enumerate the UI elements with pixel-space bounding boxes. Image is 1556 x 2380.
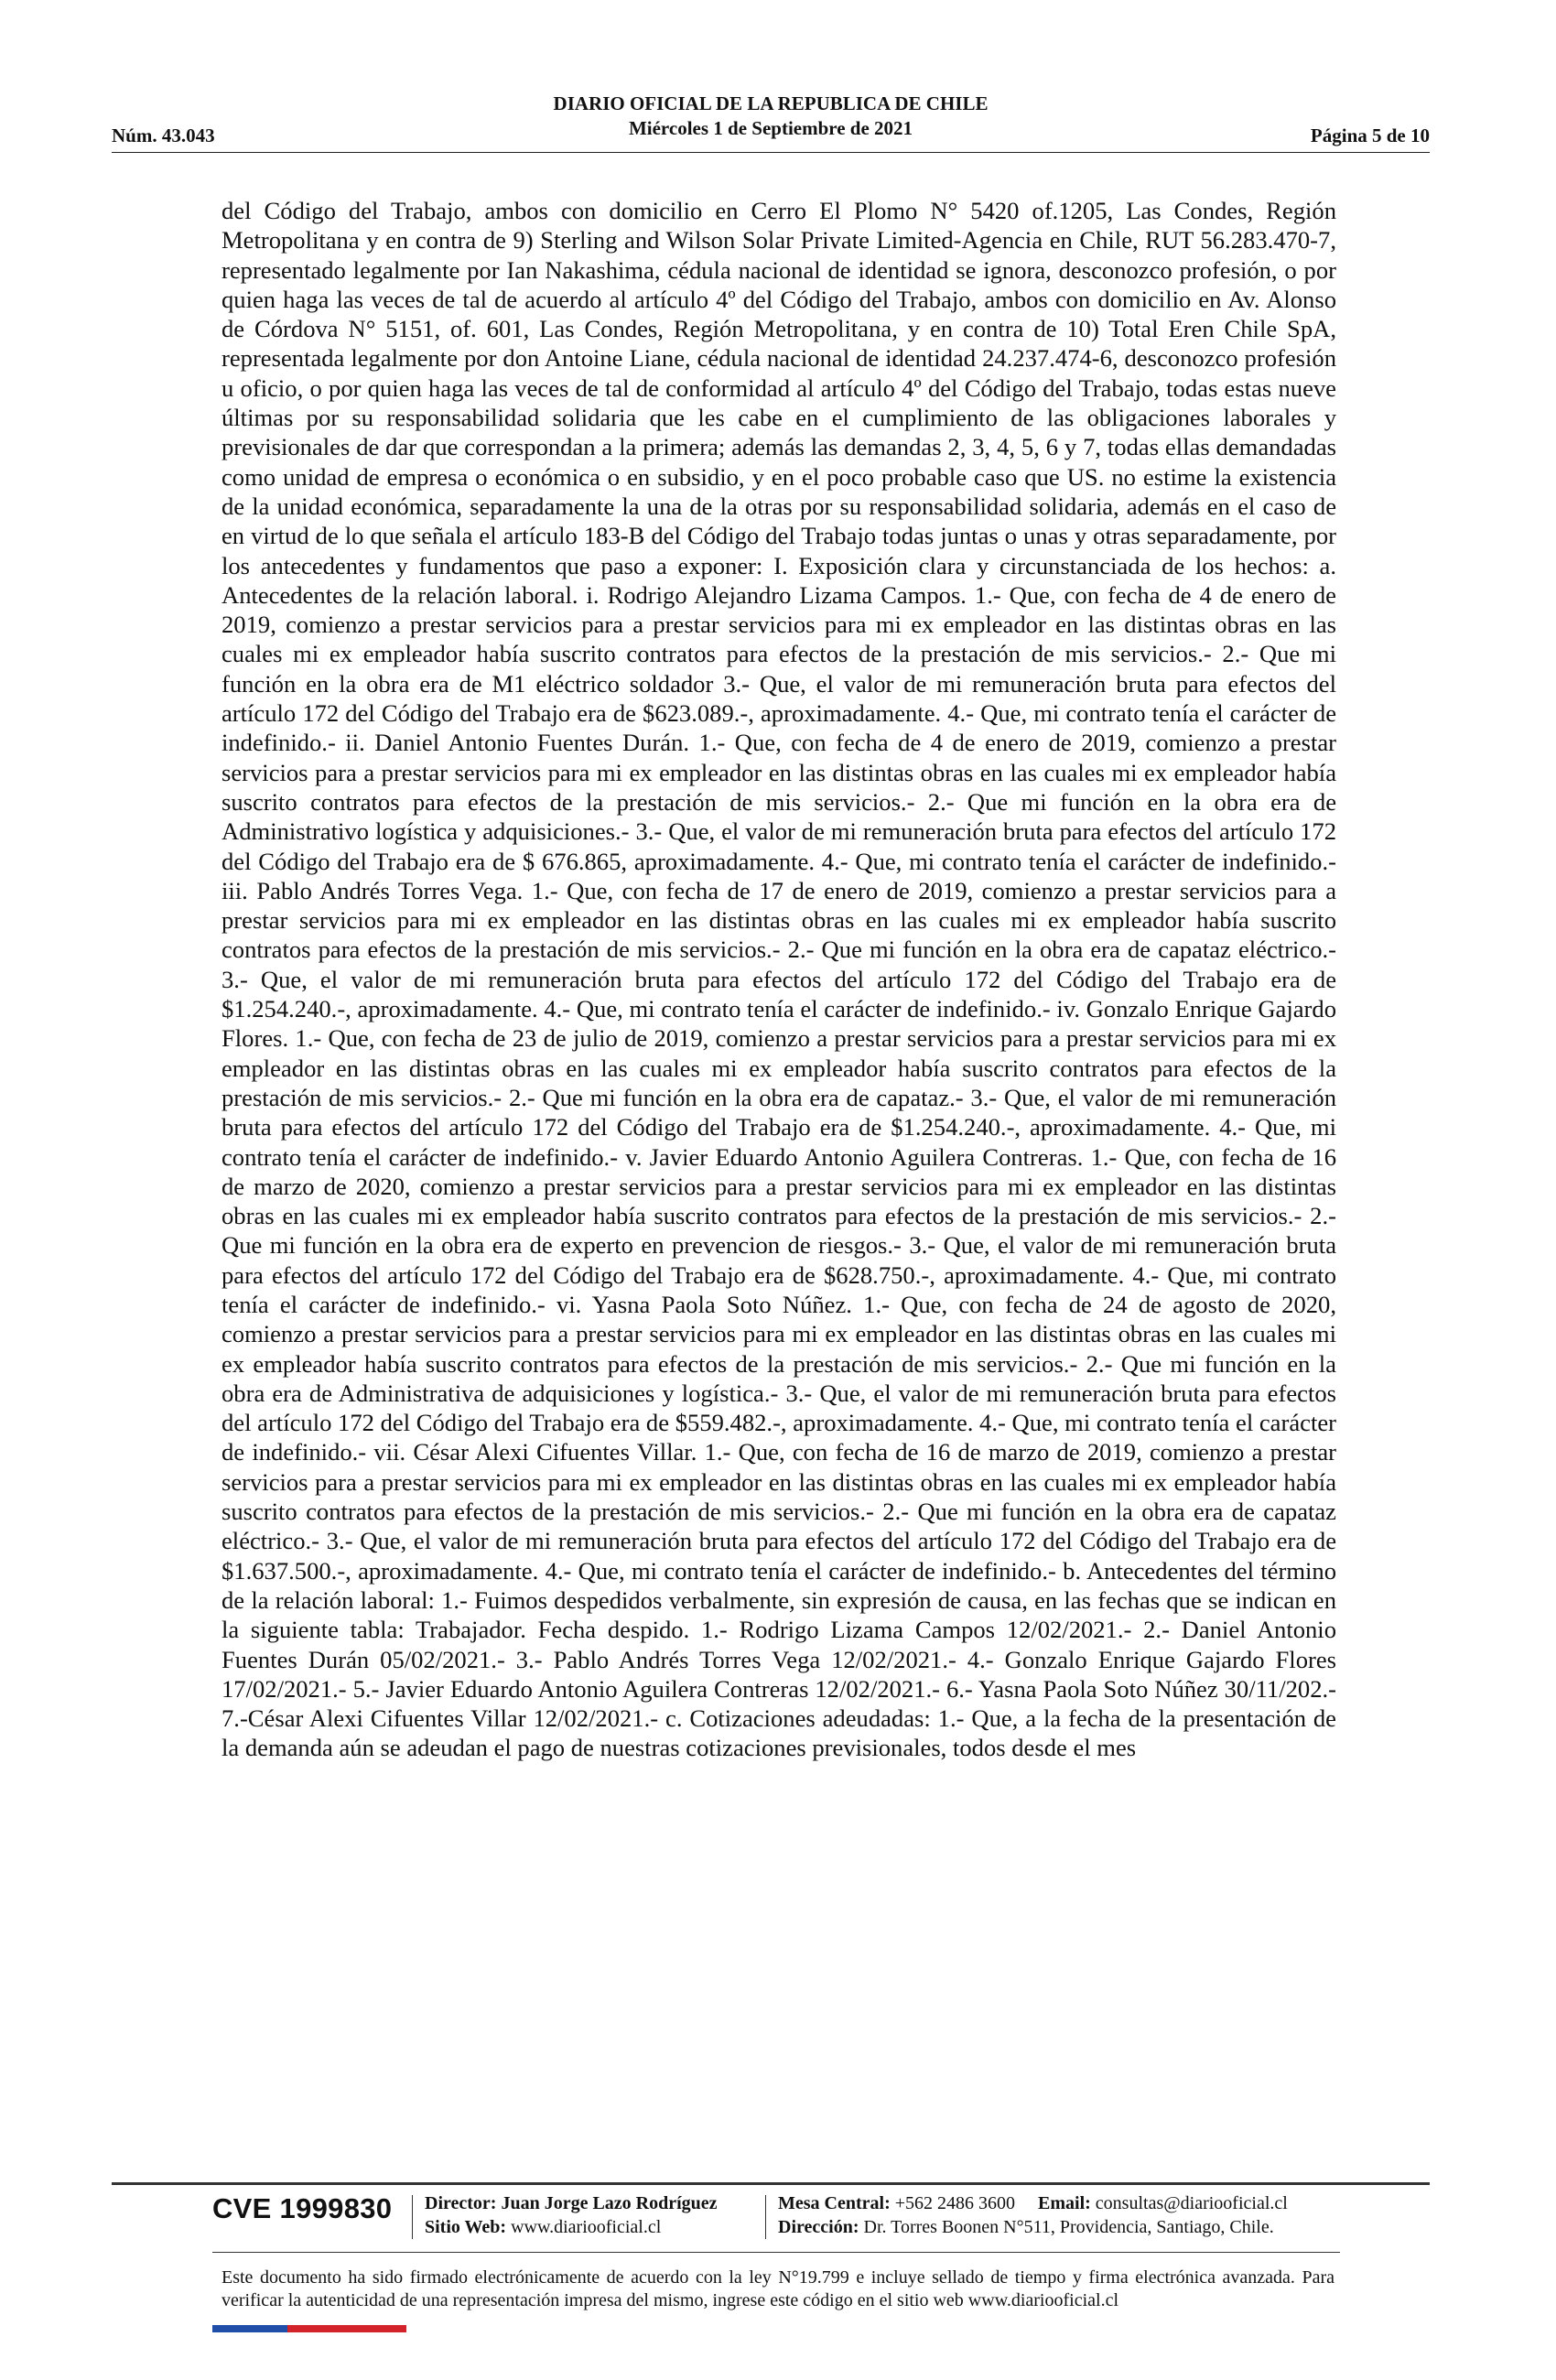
- address: Dr. Torres Boonen N°511, Providencia, Santiago, Chile.: [863, 2217, 1274, 2237]
- website-link[interactable]: www.diariooficial.cl: [511, 2217, 662, 2237]
- header-divider: [112, 152, 1430, 153]
- footer-divider: [212, 2252, 1340, 2253]
- page-header: [112, 92, 1430, 150]
- flag-blue-segment: [212, 2325, 287, 2332]
- email-label: Email:: [1038, 2193, 1091, 2213]
- body-text: del Código del Trabajo, ambos con domicilio en Cerro El Plomo N° 5420 of.1205, Las Condes, Región Metropolitana y en contra de 9) Sterling and Wilson Solar Private Limited-Agencia en Chile, RUT 56.283.470-7, representado legalmente por Ian Nakashima, cédula nacional de identidad se ignora, desconozco profesión, o por quien haga las veces de tal de acuerdo al artículo 4º del Código del Trabajo, ambos con domicilio en Av. Alonso de Córdova N° 5151, of. 601, Las Condes, Región Metropolitana, y en contra de 10) Total Eren Chile SpA, representada legalmente por don Antoine Liane, cédula nacional de identidad 24.237.474-6, desconozco profesión u oficio, o por quien haga las veces de tal de conformidad al artículo 4º del Código del Trabajo, todas estas nueve últimas por su responsabilidad solidaria que les cabe en el cumplimiento de las obligaciones laborales y previsionales de dar que correspondan a la primera; además las demandas 2, 3, 4, 5, 6 y 7, todas ellas demandadas como unidad de empresa o económica o en subsidio, y en el poco probable caso que US. no estime la existencia de la unidad económica, separadamente la una de la otras por su responsabilidad solidaria, además en el caso de en virtud de lo que señala el artículo 183-B del Código del Trabajo todas juntas o unas y otras separadamente, por los antecedentes y fundamentos que paso a exponer: I. Exposición clara y circunstanciada de los hechos: a. Antecedentes de la relación laboral. i. Rodrigo Alejandro Lizama Campos. 1.- Que, con fecha de 4 de enero de 2019, comienzo a prestar servicios para a prestar servicios para mi ex empleador en las distintas obras en las cuales mi ex empleador había suscrito contratos para efectos de la prestación de mis servicios.- 2.- Que mi función en la obra era de M1 eléctrico soldador 3.- Que, el valor de mi remuneración bruta para efectos del artículo 172 del Código del Trabajo era de $623.089.-, aproximadamente. 4.- Que, mi contrato tenía el carácter de indefinido.- ii. Daniel Antonio Fuentes Durán. 1.- Que, con fecha de 4 de enero de 2019, comienzo a prestar servicios para a prestar servicios para mi ex empleador en las distintas obras en las cuales mi ex empleador había suscrito contratos para efectos de la prestación de mis servicios.- 2.- Que mi función en la obra era de Administrativo logística y adquisiciones.- 3.- Que, el valor de mi remuneración bruta para efectos del artículo 172 del Código del Trabajo era de $ 676.865, aproximadamente. 4.- Que, mi contrato tenía el carácter de indefinido.- iii. Pablo Andrés Torres Vega. 1.- Que, con fecha de 17 de enero de 2019, comienzo a prestar servicios para a prestar servicios para mi ex empleador en las distintas obras en las cuales mi ex empleador había suscrito contratos para efectos de la prestación de mis servicios.- 2.- Que mi función en la obra era de capataz eléctrico.- 3.- Que, el valor de mi remuneración bruta para efectos del artículo 172 del Código del Trabajo era de $1.254.240.-, aproximadamente. 4.- Que, mi contrato tenía el carácter de indefinido.- iv. Gonzalo Enrique Gajardo Flores. 1.- Que, con fecha de 23 de julio de 2019, comienzo a prestar servicios para a prestar servicios para mi ex empleador en las distintas obras en las cuales mi ex empleador había suscrito contratos para efectos de la prestación de mis servicios.- 2.- Que mi función en la obra era de capataz.- 3.- Que, el valor de mi remuneración bruta para efectos del artículo 172 del Código del Trabajo era de $1.254.240.-, aproximadamente. 4.- Que, mi contrato tenía el carácter de indefinido.- v. Javier Eduardo Antonio Aguilera Contreras. 1.- Que, con fecha de 16 de marzo de 2020, comienzo a prestar servicios para a prestar servicios para mi ex empleador en las distintas obras en las cuales mi ex empleador había suscrito contratos para efectos de la prestación de mis servicios.- 2.- Que mi función en la obra era de experto en prevencion de riesgos.- 3.- Que, el valor de mi remuneración bruta para efectos del artículo 172 del Código del Trabajo era de $628.750.-, aproximadamente. 4.- Que, mi contrato tenía el carácter de indefinido.- vi. Yasna Paola Soto Núñez. 1.- Que, con fecha de 24 de agosto de 2020, comienzo a prestar servicios para a prestar servicios para mi ex empleador en las distintas obras en las cuales mi ex empleador había suscrito contratos para efectos de la prestación de mis servicios.- 2.- Que mi función en la obra era de Administrativa de adquisiciones y logística.- 3.- Que, el valor de mi remuneración bruta para efectos del artículo 172 del Código del Trabajo era de $559.482.-, aproximadamente. 4.- Que, mi contrato tenía el carácter de indefinido.- vii. César Alexi Cifuentes Villar. 1.- Que, con fecha de 16 de marzo de 2019, comienzo a prestar servicios para a prestar servicios para mi ex empleador en las distintas obras en las cuales mi ex empleador había suscrito contratos para efectos de la prestación de mis servicios.- 2.- Que mi función en la obra era de capataz eléctrico.- 3.- Que, el valor de mi remuneración bruta para efectos del artículo 172 del Código del Trabajo era de $1.637.500.-, aproximadamente. 4.- Que, mi contrato tenía el carácter de indefinido.- b. Antecedentes del término de la relación laboral: 1.- Fuimos despedidos verbalmente, sin expresión de causa, en las fechas que se indican en la siguiente tabla: Trabajador. Fecha despido. 1.- Rodrigo Lizama Campos 12/02/2021.- 2.- Daniel Antonio Fuentes Durán 05/02/2021.- 3.- Pablo Andrés Torres Vega 12/02/2021.- 4.- Gonzalo Enrique Gajardo Flores 17/02/2021.- 5.- Javier Eduardo Antonio Aguilera Contreras 12/02/2021.- 6.- Yasna Paola Soto Núñez 30/11/202.- 7.-César Alexi Cifuentes Villar 12/02/2021.- c. Cotizaciones adeudadas: 1.- Que, a la fecha de la presentación de la demanda aún se adeudan el pago de nuestras cotizaciones previsionales, todos desde el mes: [222, 197, 1336, 1762]
- publication-title: DIARIO OFICIAL DE LA REPUBLICA DE CHILE: [553, 92, 989, 114]
- footer-divider-top: [112, 2182, 1430, 2185]
- cve-code: CVE 1999830: [212, 2192, 393, 2224]
- publication-date: Miércoles 1 de Septiembre de 2021: [628, 117, 913, 139]
- footer-separator: [765, 2195, 766, 2239]
- email-link[interactable]: consultas@diariooficial.cl: [1095, 2193, 1288, 2213]
- page-number: Página 5 de 10: [1310, 124, 1430, 146]
- flag-stripe: [212, 2325, 406, 2332]
- director-name: Juan Jorge Lazo Rodríguez: [501, 2193, 718, 2213]
- flag-red-segment: [287, 2325, 406, 2332]
- director-block: [425, 2191, 718, 2239]
- director-label: Director:: [425, 2193, 497, 2213]
- contact-block: [778, 2191, 1288, 2239]
- footer-separator: [412, 2195, 413, 2239]
- address-label: Dirección:: [778, 2217, 859, 2237]
- legal-notice: Este documento ha sido firmado electrónicamente de acuerdo con la ley N°19.799 e incluye sellado de tiempo y firma electrónica avanzada. Para verificar la autenticidad de una representación impresa del mismo, ingrese este código en el sitio web www.diariooficial.cl: [222, 2267, 1334, 2310]
- website-label: Sitio Web:: [425, 2217, 507, 2237]
- phone-label: Mesa Central:: [778, 2193, 891, 2213]
- issue-number: Núm. 43.043: [112, 124, 215, 146]
- phone-number: +562 2486 3600: [894, 2193, 1016, 2213]
- header-center: [112, 92, 1430, 141]
